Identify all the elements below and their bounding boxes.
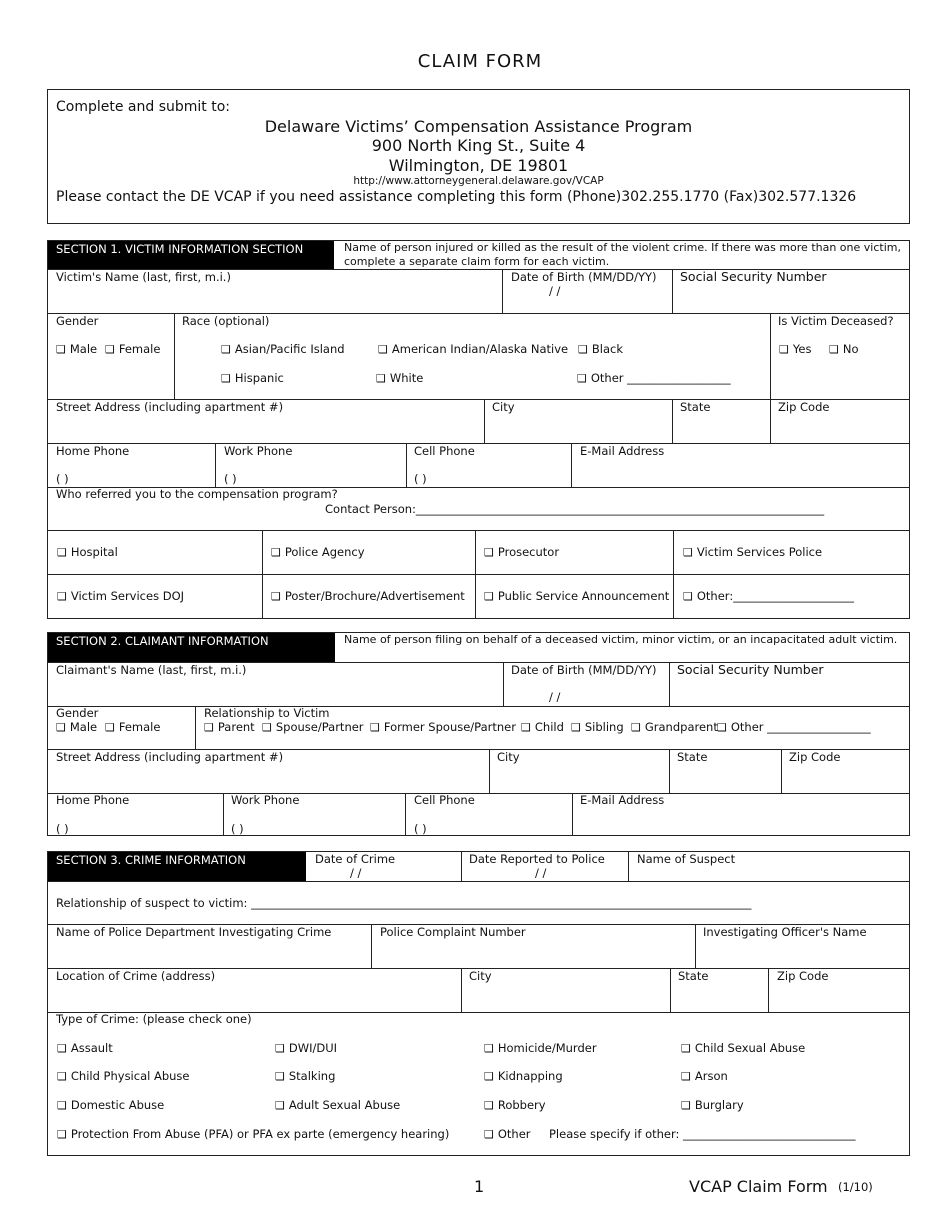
ref-poster-checkbox[interactable]: ❑ Poster/Brochure/Advertisement	[271, 589, 465, 604]
page-title: CLAIM FORM	[417, 51, 543, 72]
relationship-label: Relationship to Victim	[204, 706, 330, 720]
claimant-cell-phone-label: Cell Phone	[414, 793, 475, 807]
rel-sibling-checkbox[interactable]: ❑ Sibling	[571, 720, 624, 735]
race-other-checkbox[interactable]: ❑ Other __________________	[577, 371, 731, 386]
section3-header: SECTION 3. CRIME INFORMATION	[48, 852, 306, 881]
crime-adult-sexual-checkbox[interactable]: ❑ Adult Sexual Abuse	[275, 1098, 400, 1113]
claimant-cell-phone-paren: ( )	[414, 822, 427, 836]
rel-former-spouse-checkbox[interactable]: ❑ Former Spouse/Partner	[370, 720, 516, 735]
victim-gender-label: Gender	[56, 314, 99, 328]
crime-homicide-checkbox[interactable]: ❑ Homicide/Murder	[484, 1041, 597, 1056]
crime-pfa-checkbox[interactable]: ❑ Protection From Abuse (PFA) or PFA ex parte (emergency hearing)	[57, 1127, 449, 1142]
contact-person-line: Contact Person:_______________________________________________________________________	[325, 502, 825, 516]
victim-male-checkbox[interactable]: ❑ Male	[56, 342, 97, 357]
race-asian-checkbox[interactable]: ❑ Asian/Pacific Island	[221, 342, 345, 357]
crime-dwi-checkbox[interactable]: ❑ DWI/DUI	[275, 1041, 337, 1056]
rel-child-checkbox[interactable]: ❑ Child	[521, 720, 564, 735]
footer-form-name: VCAP Claim Form	[689, 1177, 828, 1196]
claimant-state-label: State	[677, 750, 708, 764]
ref-prosecutor-checkbox[interactable]: ❑ Prosecutor	[484, 545, 559, 560]
claimant-dob-label: Date of Birth (MM/DD/YY)	[511, 663, 657, 677]
victim-state-label: State	[680, 400, 711, 414]
crime-other-checkbox[interactable]: ❑ Other	[484, 1127, 531, 1142]
program-url[interactable]: http://www.attorneygeneral.delaware.gov/VCAP	[353, 175, 604, 187]
victim-dob-label: Date of Birth (MM/DD/YY)	[511, 270, 657, 284]
rel-parent-checkbox[interactable]: ❑ Parent	[204, 720, 255, 735]
race-black-checkbox[interactable]: ❑ Black	[578, 342, 623, 357]
crime-date-slashes: / /	[350, 866, 362, 880]
crime-burglary-checkbox[interactable]: ❑ Burglary	[681, 1098, 744, 1113]
ref-vs-doj-checkbox[interactable]: ❑ Victim Services DOJ	[57, 589, 184, 604]
claimant-street-label: Street Address (including apartment #)	[56, 750, 284, 764]
ref-psa-checkbox[interactable]: ❑ Public Service Announcement	[484, 589, 669, 604]
crime-other-specify-line: Please specify if other: ______________________________	[549, 1127, 856, 1141]
suspect-relationship-line: Relationship of suspect to victim: _______________________________________________________________________________________	[56, 896, 752, 910]
crime-location-label: Location of Crime (address)	[56, 969, 216, 983]
claimant-zip-label: Zip Code	[789, 750, 841, 764]
crime-type-label: Type of Crime: (please check one)	[56, 1012, 252, 1026]
victim-cell-phone-label: Cell Phone	[414, 444, 475, 458]
claimant-work-phone-label: Work Phone	[231, 793, 300, 807]
complaint-number-label: Police Complaint Number	[380, 925, 526, 939]
page-number: 1	[474, 1177, 485, 1196]
program-address-1: 900 North King St., Suite 4	[371, 136, 586, 155]
victim-city-label: City	[492, 400, 515, 414]
claimant-gender-label: Gender	[56, 706, 99, 720]
rel-other-checkbox[interactable]: ❑ Other __________________	[717, 720, 871, 735]
section2-desc: Name of person filing on behalf of a deceased victim, minor victim, or an incapacitated adult victim.	[344, 633, 898, 646]
race-label: Race (optional)	[182, 314, 270, 328]
program-name: Delaware Victims’ Compensation Assistance Program	[264, 117, 693, 136]
claimant-female-checkbox[interactable]: ❑ Female	[105, 720, 160, 735]
suspect-name-label: Name of Suspect	[637, 852, 736, 866]
crime-state-label: State	[678, 969, 709, 983]
crime-arson-checkbox[interactable]: ❑ Arson	[681, 1069, 728, 1084]
victim-ssn-label: Social Security Number	[680, 269, 827, 284]
victim-work-phone-label: Work Phone	[224, 444, 293, 458]
victim-name-label: Victim's Name (last, first, m.i.)	[56, 270, 231, 284]
crime-date-label: Date of Crime	[315, 852, 396, 866]
race-native-checkbox[interactable]: ❑ American Indian/Alaska Native	[378, 342, 568, 357]
victim-street-label: Street Address (including apartment #)	[56, 400, 284, 414]
deceased-label: Is Victim Deceased?	[778, 314, 894, 328]
claimant-home-phone-label: Home Phone	[56, 793, 130, 807]
ref-other-checkbox[interactable]: ❑ Other:_____________________	[683, 589, 854, 604]
police-dept-label: Name of Police Department Investigating Crime	[56, 925, 332, 939]
victim-home-phone-paren: ( )	[56, 472, 69, 486]
crime-assault-checkbox[interactable]: ❑ Assault	[57, 1041, 113, 1056]
reported-date-label: Date Reported to Police	[469, 852, 605, 866]
claimant-city-label: City	[497, 750, 520, 764]
deceased-yes-checkbox[interactable]: ❑ Yes	[779, 342, 811, 357]
ref-police-checkbox[interactable]: ❑ Police Agency	[271, 545, 365, 560]
race-white-checkbox[interactable]: ❑ White	[376, 371, 423, 386]
crime-domestic-checkbox[interactable]: ❑ Domestic Abuse	[57, 1098, 164, 1113]
crime-zip-label: Zip Code	[777, 969, 829, 983]
claimant-male-checkbox[interactable]: ❑ Male	[56, 720, 97, 735]
section1-desc-1: Name of person injured or killed as the result of the violent crime. If there was more than one victim,	[344, 241, 901, 254]
officer-name-label: Investigating Officer's Name	[703, 925, 867, 939]
victim-dob-slashes: / /	[549, 284, 561, 298]
submit-intro: Complete and submit to:	[56, 99, 231, 115]
section1-header: SECTION 1. VICTIM INFORMATION SECTION	[48, 241, 334, 269]
victim-female-checkbox[interactable]: ❑ Female	[105, 342, 160, 357]
claimant-home-phone-paren: ( )	[56, 822, 69, 836]
crime-robbery-checkbox[interactable]: ❑ Robbery	[484, 1098, 546, 1113]
claimant-ssn-label: Social Security Number	[677, 662, 824, 677]
section2-header: SECTION 2. CLAIMANT INFORMATION	[48, 633, 335, 662]
rel-spouse-checkbox[interactable]: ❑ Spouse/Partner	[262, 720, 364, 735]
claimant-work-phone-paren: ( )	[231, 822, 244, 836]
claimant-name-label: Claimant's Name (last, first, m.i.)	[56, 663, 247, 677]
victim-home-phone-label: Home Phone	[56, 444, 130, 458]
claimant-email-label: E-Mail Address	[580, 793, 665, 807]
reported-date-slashes: / /	[535, 866, 547, 880]
ref-vs-police-checkbox[interactable]: ❑ Victim Services Police	[683, 545, 822, 560]
victim-work-phone-paren: ( )	[224, 472, 237, 486]
crime-kidnapping-checkbox[interactable]: ❑ Kidnapping	[484, 1069, 563, 1084]
rel-grandparent-checkbox[interactable]: ❑ Grandparent	[631, 720, 718, 735]
crime-child-sexual-checkbox[interactable]: ❑ Child Sexual Abuse	[681, 1041, 805, 1056]
crime-city-label: City	[469, 969, 492, 983]
section1-desc-2: complete a separate claim form for each victim.	[344, 255, 610, 268]
victim-cell-phone-paren: ( )	[414, 472, 427, 486]
claimant-dob-slashes: / /	[549, 690, 561, 704]
deceased-no-checkbox[interactable]: ❑ No	[829, 342, 859, 357]
crime-stalking-checkbox[interactable]: ❑ Stalking	[275, 1069, 335, 1084]
race-hispanic-checkbox[interactable]: ❑ Hispanic	[221, 371, 284, 386]
contact-info: Please contact the DE VCAP if you need assistance completing this form (Phone)302.255.1770 (Fax)302.577.1326	[56, 189, 857, 205]
referral-label: Who referred you to the compensation program?	[56, 487, 338, 501]
ref-hospital-checkbox[interactable]: ❑ Hospital	[57, 545, 118, 560]
victim-zip-label: Zip Code	[778, 400, 830, 414]
section1-box	[47, 240, 910, 619]
victim-email-label: E-Mail Address	[580, 444, 665, 458]
footer-version: (1/10)	[838, 1180, 873, 1194]
program-address-2: Wilmington, DE 19801	[388, 156, 569, 175]
crime-child-physical-checkbox[interactable]: ❑ Child Physical Abuse	[57, 1069, 190, 1084]
